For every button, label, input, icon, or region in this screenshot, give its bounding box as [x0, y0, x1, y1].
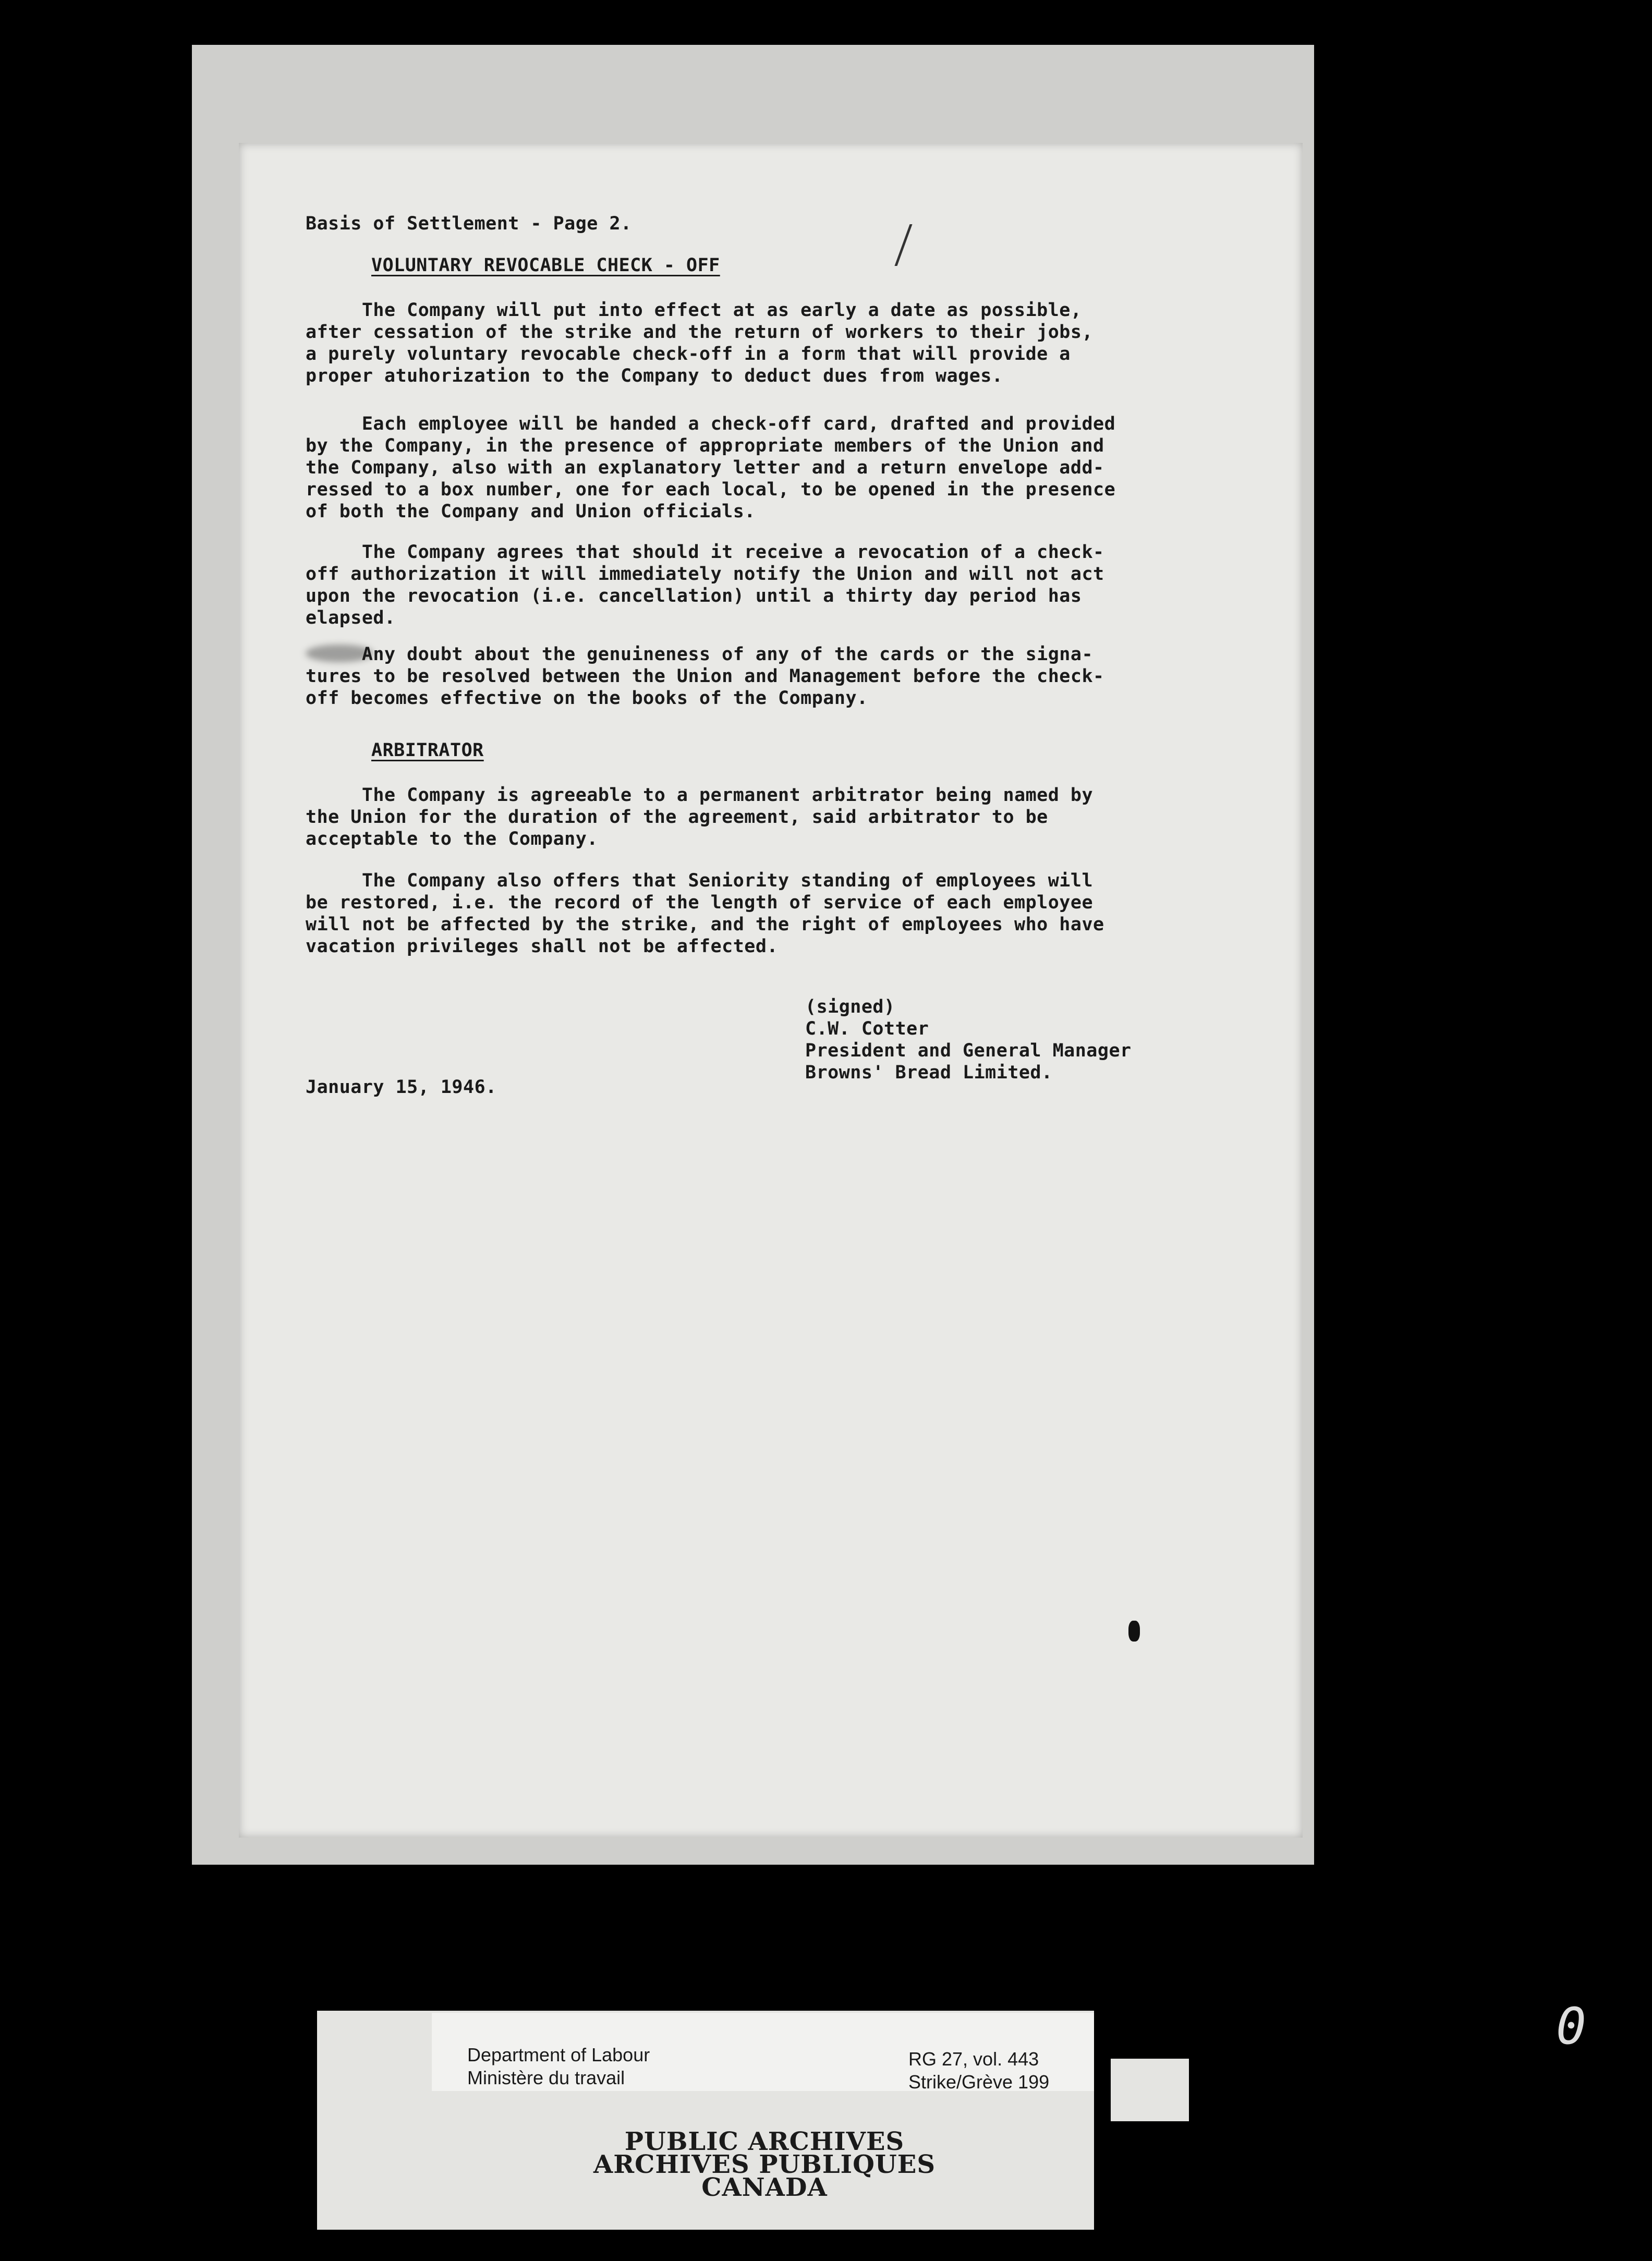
archive-label-tab-left [317, 2059, 432, 2121]
signature-block: (signed) C.W. Cotter President and General Manager Browns' Bread Limited. [805, 996, 1132, 1083]
checkoff-heading: VOLUNTARY REVOCABLE CHECK - OFF [371, 255, 720, 276]
paragraph-genuineness: Any doubt about the genuineness of any of the cards or the signa- tures to be resolved between the Union and Management before the check- off becomes effective on the books of the Company. [306, 644, 1104, 709]
typed-page [239, 143, 1303, 1838]
archive-label-tab-right [1111, 2059, 1189, 2121]
frame-marker: 0 [1556, 1997, 1586, 2056]
archives-stamp-fr: ARCHIVES PUBLIQUES [593, 2150, 936, 2179]
archives-stamp-country: CANADA [701, 2173, 828, 2202]
paragraph-checkoff-intro: The Company will put into effect at as early a date as possible, after cessation of the strike and the return of workers to their jobs, a purely voluntary revocable check-off in a form that will provide a proper atuhorization to the Company to deduct dues from wages. [306, 300, 1094, 386]
scanned-sheet [192, 45, 1314, 1865]
paragraph-checkoff-card: Each employee will be handed a check-off card, drafted and provided by the Company, in the presence of appropriate members of the Union and the Company, also with an explanatory letter and a return envelope add- ressed to a box number, one for each local, to be opened in the presence of both the Company and Union officials. [306, 414, 1116, 522]
record-group-volume: RG 27, vol. 443 [908, 2048, 1039, 2070]
letter-date: January 15, 1946. [306, 1077, 497, 1098]
paragraph-revocation: The Company agrees that should it receive a revocation of a check- off authorization it will immediately notify the Union and will not act upon the revocation (i.e. cancellation) until a thirty day period has elapsed. [306, 542, 1104, 628]
archives-stamp-en: PUBLIC ARCHIVES [624, 2127, 905, 2156]
strike-number: Strike/Grève 199 [908, 2071, 1050, 2093]
department-name-fr: Ministère du travail [467, 2067, 625, 2088]
ink-spot [1128, 1621, 1140, 1642]
paragraph-arbitrator: The Company is agreeable to a permanent arbitrator being named by the Union for the duration of the agreement, said arbitrator to be acceptable to the Company. [306, 785, 1094, 849]
paragraph-seniority: The Company also offers that Seniority standing of employees will be restored, i.e. the record of the length of service of each employee will not be affected by the strike, and the right of employees who have vacation privileges shall not be affected. [306, 870, 1104, 957]
page-header: Basis of Settlement - Page 2. [306, 213, 632, 234]
department-name-en: Department of Labour [467, 2044, 650, 2065]
arbitrator-heading: ARBITRATOR [371, 740, 484, 761]
handwritten-mark [894, 224, 928, 266]
